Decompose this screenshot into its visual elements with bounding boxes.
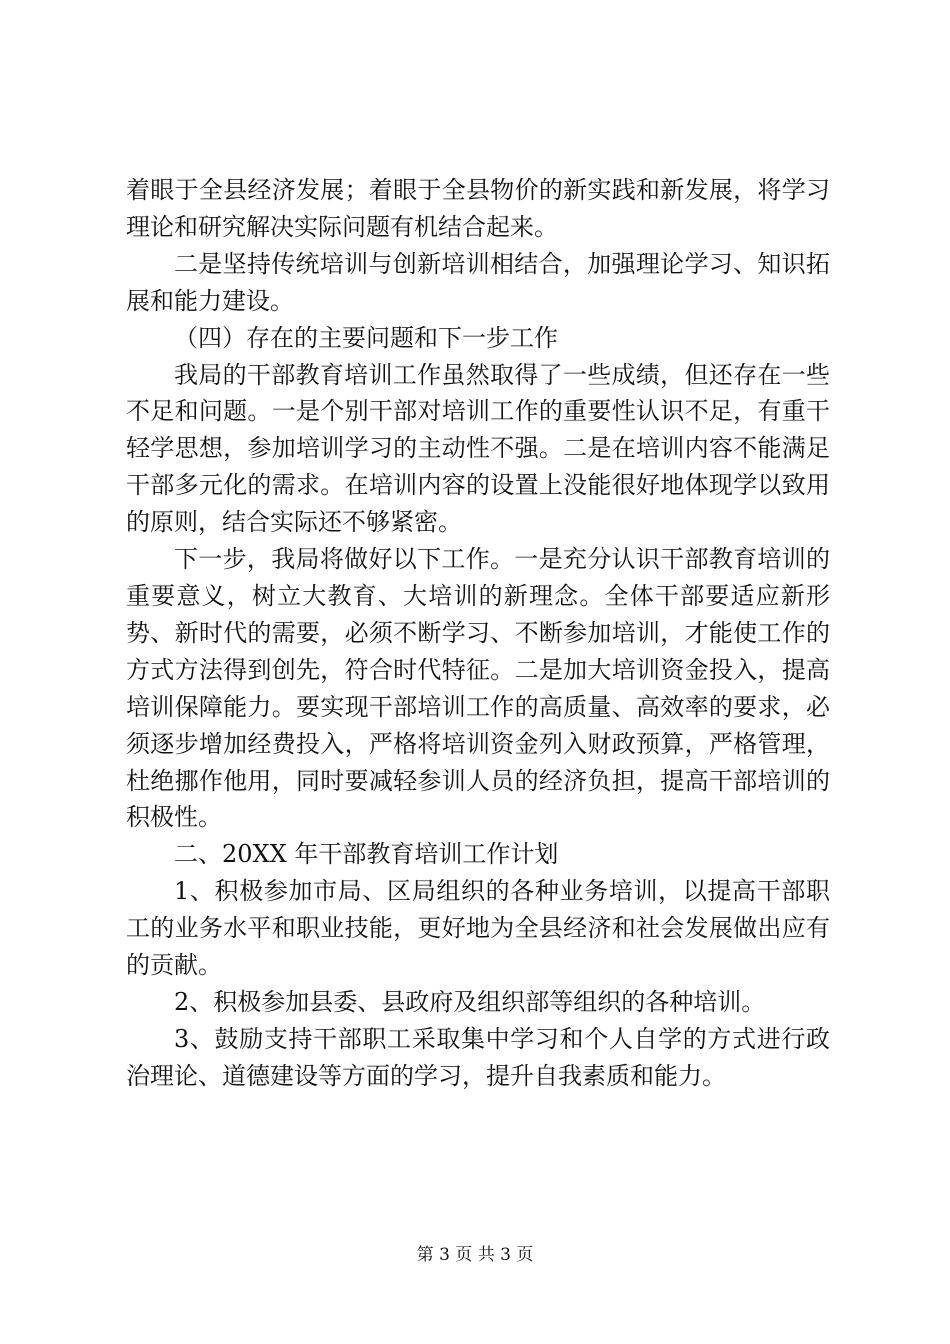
plan-item-2: 2、积极参加县委、县政府及组织部等组织的各种培训。 xyxy=(174,987,766,1016)
document-body xyxy=(126,172,830,1095)
paragraph-point-two: 二是坚持传统培训与创新培训相结合，加强理论学习、知识拓展和能力建设。 xyxy=(126,249,830,315)
paragraph-problems: 我局的干部教育培训工作虽然取得了一些成绩，但还存在一些不足和问题。一是个别干部对培训工作的重要性认识不足，有重干轻学思想，参加培训学习的主动性不强。二是在培训内容不能满足干部多元化的需求。在培训内容的设置上没能很好地体现学以致用的原则，结合实际还不够紧密。 xyxy=(126,360,830,537)
plan-item-3: 3、鼓励支持干部职工采取集中学习和个人自学的方式进行政治理论、道德建设等方面的学习，提升自我素质和能力。 xyxy=(126,1024,830,1090)
page-footer xyxy=(0,1244,950,1266)
paragraph-next-steps: 下一步，我局将做好以下工作。一是充分认识干部教育培训的重要意义，树立大教育、大培训的新理念。全体干部要适应新形势、新时代的需要，必须不断学习、不断参加培训，才能使工作的方式方法得到创先，符合时代特征。二是加大培训资金投入，提高培训保障能力。要实现干部培训工作的高质量、高效率的要求，必须逐步增加经费投入，严格将培训资金列入财政预算，严格管理，杜绝挪作他用，同时要减轻参训人员的经济负担，提高干部培训的积极性。 xyxy=(126,545,830,832)
paragraph-continuation: 着眼于全县经济发展；着眼于全县物价的新实践和新发展，将学习理论和研究解决实际问题有机结合起来。 xyxy=(126,176,830,241)
page-number-label: 第 3 页 共 3 页 xyxy=(416,1245,534,1265)
section-heading-plan: 二、20XX 年干部教育培训工作计划 xyxy=(174,840,559,869)
plan-item-1: 1、积极参加市局、区局组织的各种业务培训，以提高干部职工的业务水平和职业技能，更好地为全县经济和社会发展做出应有的贡献。 xyxy=(126,877,830,980)
section-heading-problems: （四）存在的主要问题和下一步工作 xyxy=(174,323,558,352)
